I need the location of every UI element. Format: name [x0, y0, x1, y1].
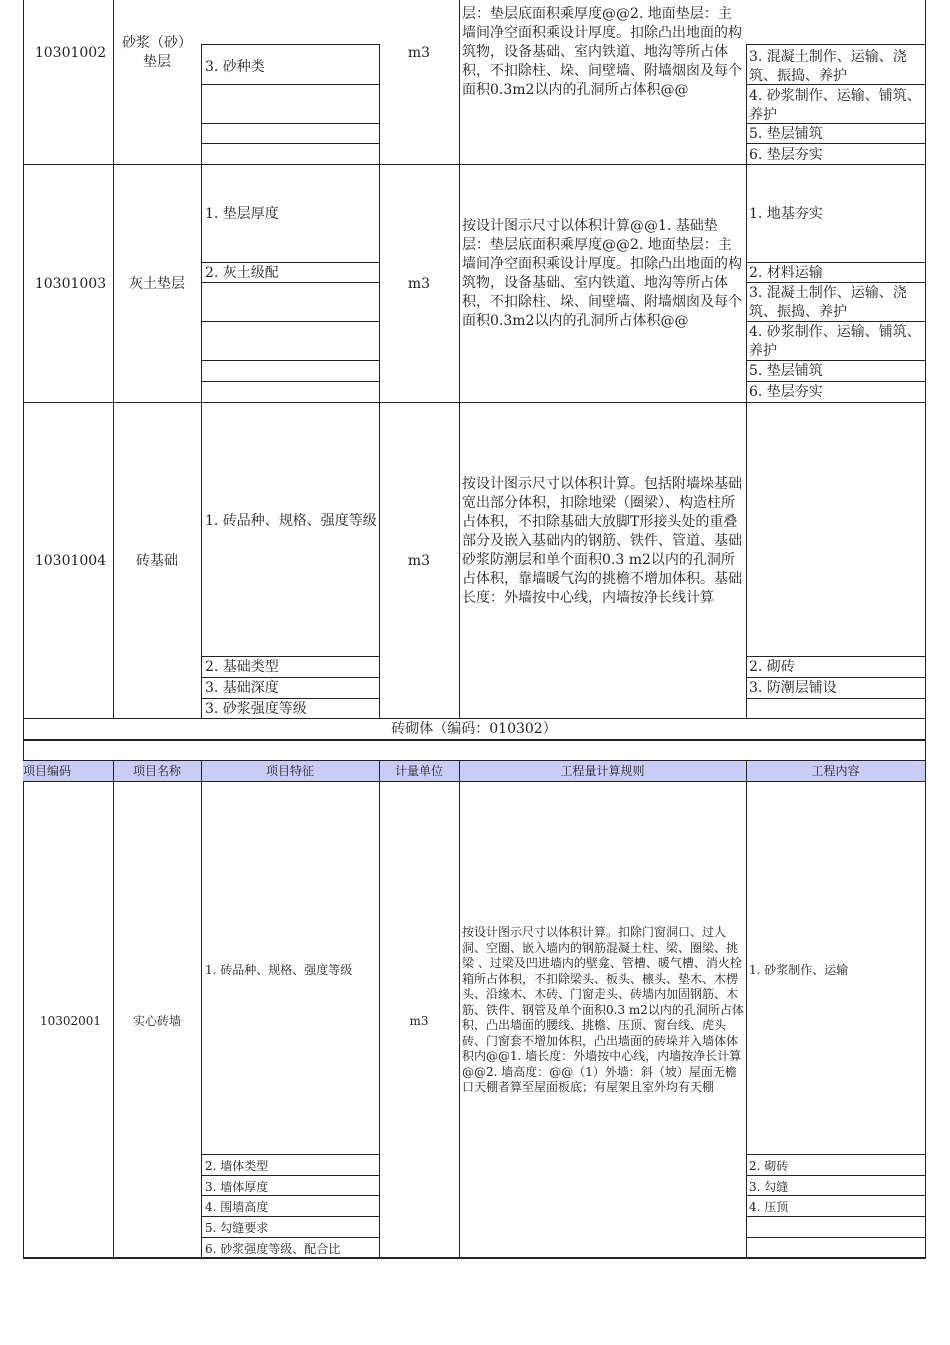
grid-line — [23, 782, 24, 1258]
grid-line — [925, 0, 926, 760]
grid-line — [746, 1216, 925, 1217]
grid-line — [459, 0, 460, 718]
section-title: 砖砌体（编码：010302） — [391, 721, 557, 737]
grid-line — [23, 718, 925, 719]
rule-cell: 层：垫层底面积乘厚度@@2. 地面垫层：主墙间净空面积乘设计厚度。扣除凸出地面的构筑物，设备基础、室内铁道、地沟等所占体积，不扣除柱、垛、间壁墙、附墙烟囱及每个面积0.3m2以内的孔洞所占体积@@ — [462, 6, 742, 98]
feature-cell: 2. 墙体类型 — [205, 1159, 269, 1173]
feature-cell: 3. 基础深度 — [205, 680, 279, 696]
item-code: 10301002 — [34, 45, 107, 61]
rule-cell: 按设计图示尺寸以体积计算。包括附墙垛基础宽出部分体积，扣除地梁（圈梁）、构造柱所占体积，不扣除基础大放脚T形接头处的重叠部分及嵌入基础内的钢筋、铁件、管道、基础砂浆防潮层和单个面积0.3 m2以内的孔洞所占体积，靠墙暖气沟的挑檐不增加体积。基础长度：外墙按中心线，内墙按净长线计算 — [462, 476, 742, 606]
item-code: 10301004 — [34, 553, 107, 569]
feature-cell: 3. 砂浆强度等级 — [205, 701, 307, 717]
content-cell: 4. 砂浆制作、运输、铺筑、养护 — [749, 88, 921, 123]
content-cell: 1. 砂浆制作、运输 — [749, 963, 849, 977]
grid-line — [113, 0, 114, 718]
grid-line — [201, 1216, 379, 1217]
content-cell: 3. 混凝土制作、运输、浇筑、振捣、养护 — [749, 285, 907, 320]
grid-line — [201, 44, 379, 45]
header-cell-unit: 计量单位 — [394, 764, 443, 778]
table-header-row — [23, 760, 925, 782]
grid-line — [201, 677, 379, 678]
grid-line — [201, 1154, 379, 1155]
grid-line — [201, 656, 379, 657]
feature-cell: 3. 墙体厚度 — [205, 1180, 269, 1194]
grid-line — [746, 381, 925, 382]
feature-cell: 2. 灰土级配 — [205, 265, 279, 281]
grid-line — [925, 782, 926, 1258]
content-cell: 3. 防潮层铺设 — [749, 680, 837, 696]
content-cell: 4. 砂浆制作、运输、铺筑、养护 — [749, 324, 921, 359]
feature-cell: 1. 砖品种、规格、强度等级 — [205, 513, 377, 529]
grid-line — [746, 1175, 925, 1176]
grid-line — [201, 698, 379, 699]
grid-line — [201, 143, 379, 144]
grid-line — [746, 677, 925, 678]
grid-line — [113, 760, 114, 782]
item-code: 10302001 — [39, 1014, 102, 1028]
item-name: 砖基础 — [136, 553, 178, 569]
content-cell: 3. 勾缝 — [749, 1180, 789, 1194]
content-cell: 2. 砌砖 — [749, 1159, 789, 1173]
content-cell: 6. 垫层夯实 — [749, 147, 823, 163]
unit-cell: m3 — [407, 276, 431, 292]
grid-line — [23, 1257, 926, 1259]
header-cell-code: 项目编码 — [23, 764, 72, 778]
grid-line — [23, 402, 925, 403]
unit-cell: m3 — [407, 553, 431, 569]
grid-line — [201, 1175, 379, 1176]
content-cell: 5. 垫层铺筑 — [749, 126, 823, 142]
grid-line — [23, 739, 925, 741]
rule-cell: 按设计图示尺寸以体积计算。扣除门窗洞口、过人洞、空圈、嵌入墙内的钢筋混凝土柱、梁、圈梁、挑梁 、过梁及凹进墙内的壁龛、管槽、暖气槽、消火栓箱所占体积，不扣除梁头、板头、檩头、垫木、木楞头、沿缘木、木砖、门窗走头、砖墙内加固钢筋、木筋、铁件、钢管及单个面积0.3 m2以内的孔洞所占体积，凸出墙面的腰线、挑檐、压顶、窗台线、虎头砖、门窗套不增加体积，凸出墙面的砖垛并入墙体体积内@@1. 墙长度：外墙按中心线，内墙按净长计算@@2. 墙高度：@@（1）外墙：斜（坡）屋面无檐口天棚者算至屋面板底；有屋架且室外均有天棚 — [462, 925, 744, 1094]
content-cell: 2. 材料运输 — [749, 265, 823, 281]
grid-line — [746, 656, 925, 657]
grid-line — [201, 381, 379, 382]
feature-cell: 6. 砂浆强度等级、配合比 — [205, 1242, 341, 1256]
grid-line — [201, 782, 202, 1258]
header-cell-content: 工程内容 — [811, 764, 860, 778]
item-name: 砂浆（砂） 垫层 — [122, 35, 192, 70]
content-cell: 5. 垫层铺筑 — [749, 363, 823, 379]
unit-cell: m3 — [409, 1014, 429, 1028]
content-cell: 2. 砌砖 — [749, 659, 795, 675]
content-cell: 4. 压顶 — [749, 1200, 789, 1214]
grid-line — [459, 760, 460, 782]
grid-line — [746, 1154, 925, 1155]
grid-line — [201, 123, 379, 124]
grid-line — [23, 0, 24, 718]
grid-line — [746, 698, 925, 699]
header-cell-rule: 工程量计算规则 — [560, 764, 645, 778]
content-cell: 3. 混凝土制作、运输、浇筑、振捣、养护 — [749, 49, 907, 84]
grid-line — [201, 360, 379, 361]
header-cell-name: 项目名称 — [132, 764, 181, 778]
rule-cell: 按设计图示尺寸以体积计算@@1. 基础垫层：垫层底面积乘厚度@@2. 地面垫层：主墙间净空面积乘设计厚度。扣除凸出地面的构筑物，设备基础、室内铁道、地沟等所占体积，不扣除柱、垛、间壁墙、附墙烟囱及每个面积0.3m2以内的孔洞所占体积@@ — [462, 218, 742, 329]
grid-line — [925, 760, 926, 782]
feature-cell: 5. 勾缝要求 — [205, 1221, 269, 1235]
content-cell: 1. 地基夯实 — [749, 206, 823, 222]
feature-cell: 4. 围墙高度 — [205, 1200, 269, 1214]
feature-cell: 2. 基础类型 — [205, 659, 279, 675]
item-name: 灰土垫层 — [129, 276, 185, 292]
unit-cell: m3 — [407, 45, 431, 61]
grid-line — [201, 1237, 379, 1238]
grid-line — [746, 262, 925, 263]
grid-line — [746, 782, 747, 1258]
grid-line — [379, 760, 380, 782]
grid-line — [201, 760, 202, 782]
grid-line — [746, 44, 925, 45]
grid-line — [746, 760, 747, 782]
grid-line — [746, 1237, 925, 1238]
header-cell-features: 项目特征 — [265, 764, 314, 778]
grid-line — [459, 782, 460, 1258]
grid-line — [201, 84, 379, 85]
grid-line — [201, 262, 379, 263]
grid-line — [201, 321, 379, 322]
item-code: 10301003 — [34, 276, 107, 292]
content-cell: 6. 垫层夯实 — [749, 384, 823, 400]
feature-cell: 1. 垫层厚度 — [205, 206, 279, 222]
grid-line — [379, 44, 380, 718]
item-name: 实心砖墙 — [132, 1014, 181, 1028]
feature-cell: 3. 砂种类 — [205, 59, 265, 75]
feature-cell: 1. 砖品种、规格、强度等级 — [205, 963, 353, 977]
